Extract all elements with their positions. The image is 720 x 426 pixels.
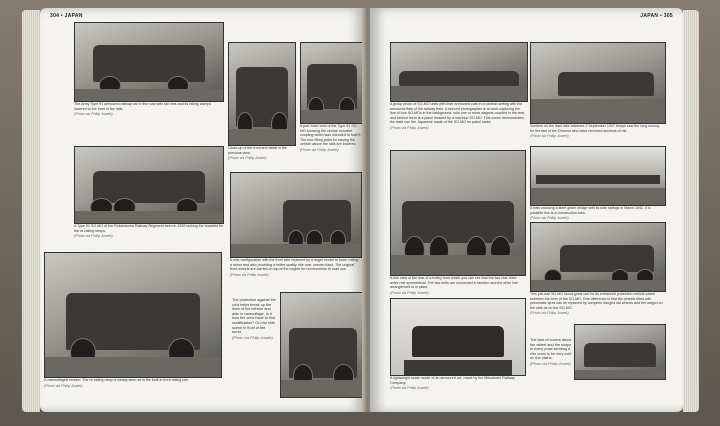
caption-9-text: Soldiers on the lead rake advance 2 September 1937 troops saw the long convoy for the last of the Chinese who have removed sections of rail. xyxy=(530,124,660,133)
photo-scale-model xyxy=(390,298,526,376)
caption-1-text: The Army Type 91 armoured railway car in the road with rail rims and its railing clamps lowered to the front of the rails. xyxy=(74,102,212,111)
photo-camouflaged xyxy=(44,252,222,378)
caption-1 xyxy=(74,102,224,117)
caption-7 xyxy=(232,298,276,340)
photo-rear-configuration xyxy=(230,172,362,258)
caption-3 xyxy=(300,124,362,153)
caption-2-credit: (Photo via Philip Jowett) xyxy=(228,156,267,161)
caption-3-credit: (Photo via Philip Jowett) xyxy=(300,147,339,152)
left-page-edges xyxy=(22,10,40,412)
caption-6-text: A camouflaged version. The re-railing ramp is clearly seen as is the built-in front railing cab. xyxy=(44,378,189,382)
caption-7-text: The protection against the cold helps break up the lines of the vehicle and aids in camouflage. Is it how the crew have to find modification? On the side scene in front of the turret. xyxy=(232,298,276,335)
caption-5-credit: (Photo via Philip Jowett) xyxy=(230,272,269,277)
caption-9 xyxy=(530,124,664,139)
caption-6 xyxy=(44,378,220,388)
caption-4-credit: (Photo via Philip Jowett) xyxy=(74,234,113,239)
caption-13 xyxy=(390,376,524,391)
photo-front-closeup xyxy=(228,42,296,146)
caption-8-credit: (Photo via Philip Jowett) xyxy=(390,125,429,130)
caption-7-credit: (Photo via Philip Jowett) xyxy=(232,335,273,340)
caption-12 xyxy=(530,292,664,316)
photo-group-convoy xyxy=(390,42,528,102)
caption-8-text: A group photo of SO-MO units with their armoured cars in a combat setting with the armoured flats of the railway train. A second photographer is at work capturing the line of four SO-MOs in the background, with one or more wagons coupled in the rear, and behind them is a plane headed by a machine SO-MO. This scene demonstrates the wide use the Japanese made of the SO-MO for patrol tasks. xyxy=(390,102,526,125)
caption-11 xyxy=(390,276,524,295)
caption-12-credit: (Photo via Philip Jowett) xyxy=(530,311,569,316)
right-folio: JAPAN • 305 xyxy=(640,13,673,19)
caption-6-credit: (Photo via Philip Jowett) xyxy=(44,383,83,388)
left-page xyxy=(40,8,365,412)
photo-girder-bridge xyxy=(530,146,666,206)
caption-11-text: A line view of the rear of a trolley from which you can see that the two rear drive axles rest symmetrical. The two units are connected in tandem and the drive line arrangement is in place. xyxy=(390,276,518,290)
caption-4-text: A Type 91 SO-MO of the Fudaishoma Railway Regiment seen in 1939 lacking the brackets for the re-railing ramps. xyxy=(74,224,224,233)
photo-lead-rake xyxy=(530,42,666,124)
caption-2 xyxy=(228,146,294,161)
caption-8 xyxy=(390,102,526,131)
caption-1-credit: (Photo via Philip Jowett) xyxy=(74,112,113,117)
caption-11-credit: (Photo via Philip Jowett) xyxy=(390,290,429,295)
photo-crew-group xyxy=(574,324,666,380)
caption-12-text: This pre-war SO-MO found great use for its enhanced protection vehicle cases between the form of the SO-MO. One difference is that the wheels fitted with pneumatic tyres can be replaced by complete flanged rail wheels and the wagon on the rails as on the SO-MO. xyxy=(530,292,663,310)
caption-10 xyxy=(530,206,664,221)
caption-14 xyxy=(530,338,572,367)
caption-13-credit: (Photo via Philip Jowett) xyxy=(390,386,429,391)
caption-5 xyxy=(230,258,360,277)
caption-10-credit: (Photo via Philip Jowett) xyxy=(530,216,569,221)
photo-part-track xyxy=(300,42,364,124)
photo-fudaishoma-regiment xyxy=(74,146,224,224)
right-page xyxy=(370,8,683,412)
caption-14-text: The lack of covers about the wheel and the shape in every pose sending a ride once to be very cold on the plains. xyxy=(530,338,572,361)
caption-14-credit: (Photo via Philip Jowett) xyxy=(530,361,571,366)
caption-4 xyxy=(74,224,224,239)
left-folio: 304 • JAPAN xyxy=(50,13,83,19)
caption-13-text: A lightweight scale model of an armoured car, made by the Mitsukoshi Railway Company. xyxy=(390,376,515,385)
photo-cold-protection xyxy=(280,292,365,398)
right-page-edges xyxy=(683,10,699,412)
photo-type91-road xyxy=(74,22,224,102)
caption-5-text: A rear configuration with the front axle replaced by a larger model to lower rolling a minor and also providing a better quality ride over uneven track. The original front wheels are carried on top of the bogies for reconversion to road use. xyxy=(230,258,359,272)
caption-2-text: Close-up of the front and detail in the previous view. xyxy=(228,146,287,155)
caption-10-text: A train crossing a steel girder bridge with its side railings in March 1941. It is possible this is a construction train. xyxy=(530,206,651,215)
caption-3-text: A part-track view of the Type 91 SO-MO showing the central movable coupling which was intended to hold it. The four lifting jacks for raising the vehicle above the rails are lowered. xyxy=(300,124,362,147)
photo-prewar-somo xyxy=(530,222,666,292)
caption-9-credit: (Photo via Philip Jowett) xyxy=(530,134,569,139)
photo-rear-trolley xyxy=(390,150,526,276)
